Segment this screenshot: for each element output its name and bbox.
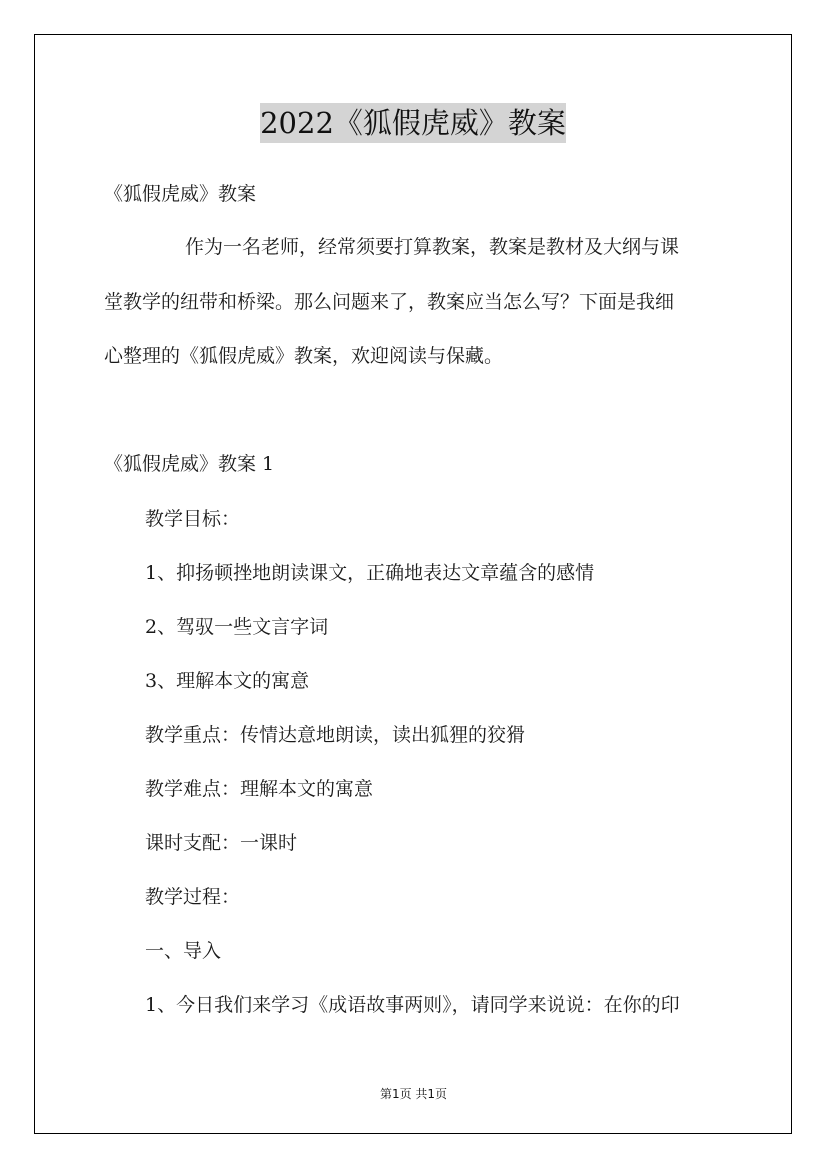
paragraph-line: 心整理的《狐假虎威》教案，欢迎阅读与保藏。: [104, 345, 504, 367]
paragraph-line: 堂教学的纽带和桥梁。那么问题来了，教案应当怎么写？下面是我细: [104, 291, 675, 313]
text-line: 2、驾驭一些文言字词: [145, 616, 329, 638]
text-line: 1、今日我们来学习《成语故事两则》，请同学来说说：在你的印: [145, 994, 680, 1016]
text-line: 教学重点：传情达意地朗读，读出狐狸的狡猾: [145, 724, 526, 746]
subtitle-line: 《狐假虎威》教案: [104, 183, 257, 205]
text-line: 3、理解本文的寓意: [145, 670, 310, 692]
paragraph-line: 作为一名老师，经常须要打算教案，教案是教材及大纲与课: [185, 236, 680, 258]
section-heading: 《狐假虎威》教案 1: [104, 453, 275, 475]
document-title: 2022《狐假虎威》教案: [260, 103, 566, 143]
text-line: 课时支配：一课时: [145, 832, 298, 854]
text-line: 教学难点：理解本文的寓意: [145, 778, 374, 800]
page-footer: 第1页 共1页: [379, 1087, 448, 1101]
text-line: 1、抑扬顿挫地朗读课文，正确地表达文章蕴含的感情: [145, 562, 595, 584]
text-line: 一、导入: [145, 940, 222, 962]
text-line: 教学过程：: [145, 886, 241, 908]
text-line: 教学目标：: [145, 508, 241, 530]
